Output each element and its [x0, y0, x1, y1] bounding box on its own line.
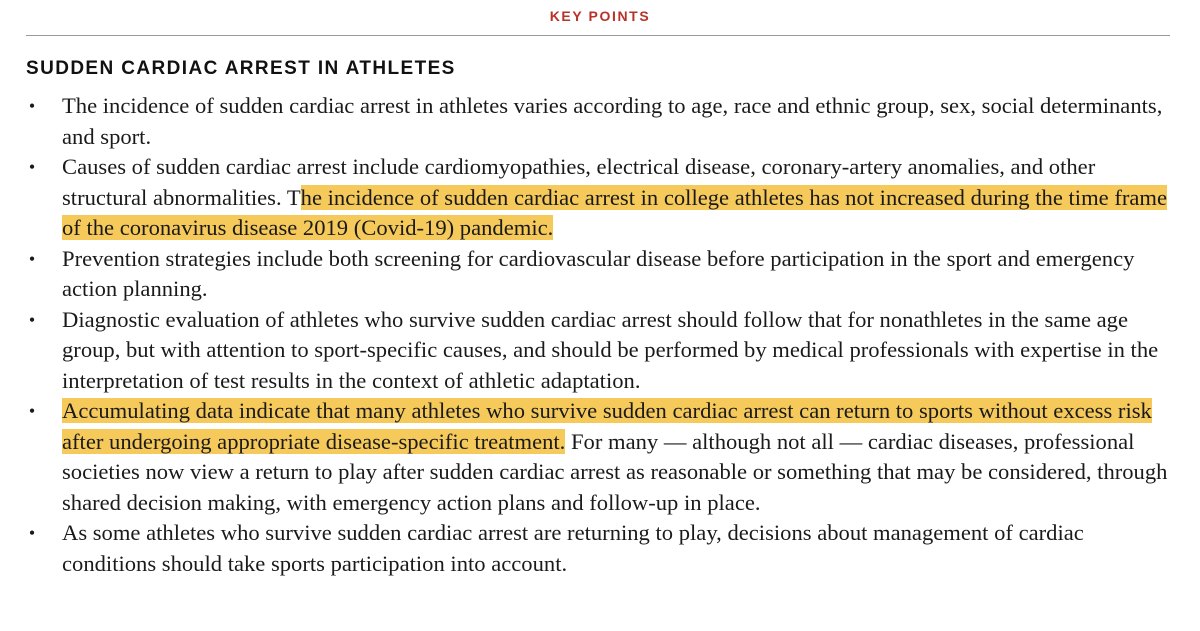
point-text: Causes of sudden cardiac arrest include cardiomyopathies, electrical disease, coronary-artery anomalies, and other structural abnormalities. T: [62, 154, 1096, 210]
bullet-icon: •: [28, 309, 36, 330]
section-title: SUDDEN CARDIAC ARREST IN ATHLETES: [26, 58, 456, 79]
highlighted-text: he incidence of sudden cardiac arrest in college athletes has not increased during the time frame of the coronavirus disease 2019 (Covid-19) pandemic.: [62, 184, 1167, 240]
list-item: [26, 305, 1176, 397]
header-divider: [26, 35, 1170, 36]
point-text: Prevention strategies include both screening for cardiovascular disease before participation in the sport and emergency action planning.: [62, 245, 1135, 301]
bullet-icon: •: [28, 248, 36, 269]
list-item: [26, 244, 1176, 305]
highlighted-text: Accumulating data indicate that many athletes who survive sudden cardiac arrest can return to sports without excess risk after undergoing appropriate disease-specific treatment.: [62, 398, 1152, 454]
bullet-icon: •: [28, 96, 36, 116]
point-text: The incidence of sudden cardiac arrest in athletes varies according to age, race and ethnic group, sex, social determinants, and sport.: [62, 93, 1163, 149]
list-item: [26, 152, 1176, 244]
point-text: For many — although not all — cardiac diseases, professional societies now view a return to play after sudden cardiac arrest as reasonable or something that may be considered, through shared decision making, with emergency action plans and follow-up in place.: [62, 428, 1168, 515]
key-points-header: KEY POINTS: [549, 8, 651, 24]
bullet-icon: •: [28, 157, 36, 177]
bullet-icon: •: [28, 523, 36, 543]
key-points-list: [26, 91, 1176, 579]
list-item: [26, 91, 1176, 152]
list-item: [26, 518, 1176, 579]
point-text: As some athletes who survive sudden cardiac arrest are returning to play, decisions about management of cardiac conditions should take sports participation into account.: [62, 520, 1084, 576]
bullet-icon: •: [28, 401, 36, 421]
point-text: Diagnostic evaluation of athletes who survive sudden cardiac arrest should follow that for nonathletes in the same age group, but with attention to sport-specific causes, and should be performed by medical professionals with expertise in the interpretation of test results in the context of athletic adaptation.: [62, 306, 1159, 393]
list-item: [26, 396, 1176, 518]
